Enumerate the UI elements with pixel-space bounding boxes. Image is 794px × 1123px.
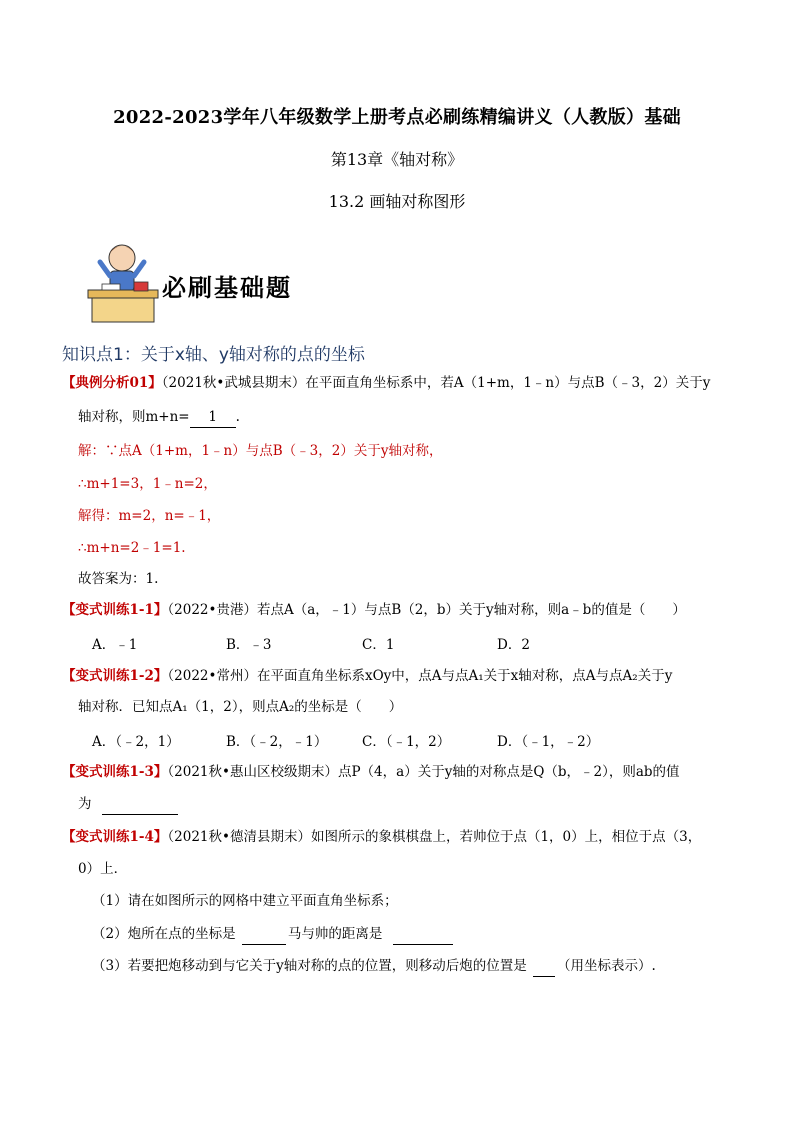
- exercise-line1: 在平面直角坐标系xOy中，点A与点A₁关于x轴对称，点A与点A₂关于y: [256, 668, 673, 684]
- exercise-source: （2022•常州）: [167, 668, 257, 684]
- exercise-line1: 点P（4，a）关于y轴的对称点是Q（b，﹣2），则ab的值: [337, 764, 680, 780]
- solution-line: ∴m+1=3，1﹣n=2，: [78, 476, 217, 492]
- example-answer-blank: 1: [190, 407, 236, 428]
- option-d: D．2: [497, 637, 530, 653]
- example-source: （2021秋•武城县期末）: [161, 375, 306, 391]
- option-b: B．﹣3: [226, 637, 272, 653]
- example-line1: 在平面直角坐标系中，若A（1+m，1﹣n）与点B（﹣3，2）关于y: [305, 375, 711, 391]
- knowledge-point-heading: 知识点1：关于x轴、y轴对称的点的坐标: [62, 345, 365, 365]
- sub-question-3: [92, 956, 768, 977]
- example-line2-prefix: 轴对称，则m+n=: [78, 409, 190, 425]
- option-b: B．（﹣2，﹣1）: [226, 734, 328, 750]
- exercise-line2: 0）上．: [78, 861, 128, 877]
- example-tag: 【典例分析01】: [62, 375, 162, 391]
- exercise-line2: 轴对称．已知点A₁（1，2），则点A₂的坐标是（ ）: [78, 699, 403, 715]
- exercise-1-4: [62, 827, 738, 847]
- option-c: C．（﹣1，2）: [362, 734, 451, 750]
- sub-question-2-part2: 马与帅的距离是: [287, 926, 383, 942]
- sub-question-2-part1: （2）炮所在点的坐标是: [92, 926, 236, 942]
- exercise-tag: 【变式训练1-2】: [62, 668, 168, 684]
- example-line2-suffix: .: [235, 409, 240, 425]
- exercise-1-3: [62, 762, 738, 782]
- exercise-line1: 若点A（a，﹣1）与点B（2，b）关于y轴对称，则a﹣b的值是（ ）: [256, 602, 686, 618]
- exercise-line2: [78, 794, 754, 815]
- exercise-tag: 【变式训练1-3】: [62, 764, 168, 780]
- document-title: 2022-2023学年八年级数学上册考点必刷练精编讲义（人教版）基础: [113, 107, 681, 128]
- exercise-1-1: [62, 600, 738, 620]
- solution-line: 解：∵点A（1+m，1﹣n）与点B（﹣3，2）关于y轴对称，: [78, 443, 443, 459]
- example-question-line2: [78, 407, 754, 428]
- option-c: C．1: [362, 637, 395, 653]
- exercise-line2-text: 为: [78, 796, 92, 812]
- exercise-tag: 【变式训练1-4】: [62, 829, 168, 845]
- exercise-line1: 如图所示的象棋棋盘上，若帅位于点（1，0）上，相位于点（3，: [310, 829, 702, 845]
- sub-question-3-part1: （3）若要把炮移动到与它关于y轴对称的点的位置，则移动后炮的位置是: [92, 958, 527, 974]
- cannon-coordinate-blank[interactable]: [242, 924, 286, 945]
- chapter-title: 第13章《轴对称》: [330, 150, 464, 169]
- option-d: D．（﹣1，﹣2）: [497, 734, 600, 750]
- horse-distance-blank[interactable]: [393, 924, 453, 945]
- answer-blank[interactable]: [102, 794, 178, 815]
- solution-line: 解得：m=2，n=﹣1，: [78, 508, 221, 524]
- banner-title: 必刷基础题: [162, 274, 292, 302]
- exercise-source: （2021秋•惠山区校级期末）: [167, 764, 338, 780]
- exercise-1-2: [62, 666, 738, 686]
- moved-cannon-blank[interactable]: [533, 956, 555, 977]
- example-question: [62, 373, 738, 393]
- sub-question-1: （1）请在如图所示的网格中建立平面直角坐标系；: [92, 893, 398, 909]
- option-a: A．﹣1: [92, 637, 138, 653]
- section-title: 13.2 画轴对称图形: [328, 192, 466, 211]
- sub-question-2: [92, 924, 768, 945]
- solution-line: 故答案为：1.: [78, 571, 159, 587]
- exercise-tag: 【变式训练1-1】: [62, 602, 168, 618]
- solution-line: ∴m+n=2﹣1=1.: [78, 540, 186, 556]
- sub-question-3-part2: （用坐标表示）.: [557, 958, 656, 974]
- exercise-source: （2021秋•德清县期末）: [167, 829, 311, 845]
- exercise-source: （2022•贵港）: [167, 602, 257, 618]
- option-a: A．（﹣2，1）: [92, 734, 180, 750]
